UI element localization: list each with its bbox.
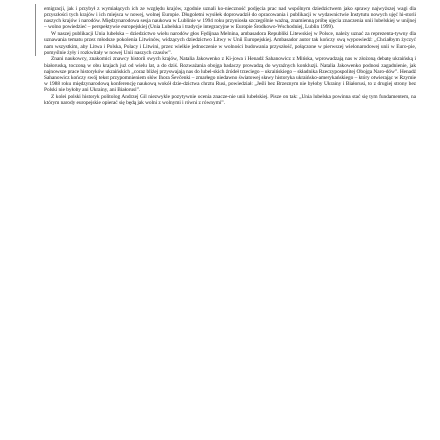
paragraph-2: W naszej publikacji Unia lubelska – dziedzictwo wielu narodów głos Fędijnaa Melnina, ambasadora Republiki Litewskiej w Polsce, należy uznać za reprezenta-tywny dla uznawania tematu przez młodsze pokolenia Litwinów, widzących dziedzictwo Litwy w Unii Europejskiej. Ambasador autor tak kończy swą wypowiedź: „Chciałbym życzyć nam wszystkim, aby Litwa i Polska, Polacy i Litwini, przez wielkie jednoczenie w wolności budowania przyszłość, połączone w pierwszej wielonarodowej unii w Euro-pie, pomyślnie żyły i rozkwitały w nowej Unii naszych czasów”. [44, 31, 416, 56]
paragraph-4: Z kolei polski historyk politolog Andrzej Gil niezwykle pozytywnie ocenia znacze-nie unii lubelskiej. Pisze on tak: „Unia lubelska powinna stać się tym fundamentem, na którym narody europejskie opierać się będą jak wolni z wolnymi i równi z równymi”. [44, 93, 416, 107]
document-page [44, 6, 416, 436]
paragraph-3: Znani naukowcy, znakomici znawcy historii swych krajów, Natalia Jakowenko z Ki-jowa i Henadź Sahanowicz z Mińska, wprowadzają nas w złożoną debatę ukraińską i białoruską, toczoną w obu krajach już od wielu lat, a do dziś. Rozważania obojga badaczy prowadzą do wyraźnych konkluzji. Natalia Jakowenko podnosi zagadnienie, jak najnowsze prace historyków ukraińskich „coraz bliżej przyswajają nas do lubel-skich źródeł trzeciego – ukraińskiego – składnika Rzeczypospolitej Obojga Naro-dów”. Henadź Sahanowicz kończy swój tekst przypomnieniem słów Ihora Ševčenki – zmarłego niedawno światowej sławy historyka ukraińsko-amerykańskiego – który otwierając w Rzymie w 1988 roku międzynarodową konferencję naukową wokół dzie-dzictwa chrztu Rusi, powiedział: „Jeśli bez Brzeznym nie byłoby Ukrainy i Białorusi, to z drugiej strony bez Polski nie byłoby ani Ukrainy, ani Białorusi”. [44, 56, 416, 94]
paragraph-1: emigracji, jak i przybył z wymiałących ich ze względu krajów, zgodnie uznali ko-nieczność podjęcia prac nad wspólnym dziedzictwem jako sprawy najwyższej wagi dla przyszłości tych krajów i ich miejsca w nowej, wolnej Europie. Długoletni wysiłek doprowadził do opracowania i publikacji w wydawnictwie Instytutu nowych ujęć hi-storii naszych krajów i narodów. Międzynarodowa sesja naukowa w Lublinie w 1994 roku przyniosła szczególnie ważną, znamienną próbę ujęcia znaczenia unii lubelskiej w unijnej – wolno powiedzieć – perspektywie europejskiej (Unia Lubelska i tradycje integracyjne w Europie Środkowo-Wschodniej, Lublin 1999). [44, 6, 416, 31]
margin-rule [35, 4, 36, 56]
